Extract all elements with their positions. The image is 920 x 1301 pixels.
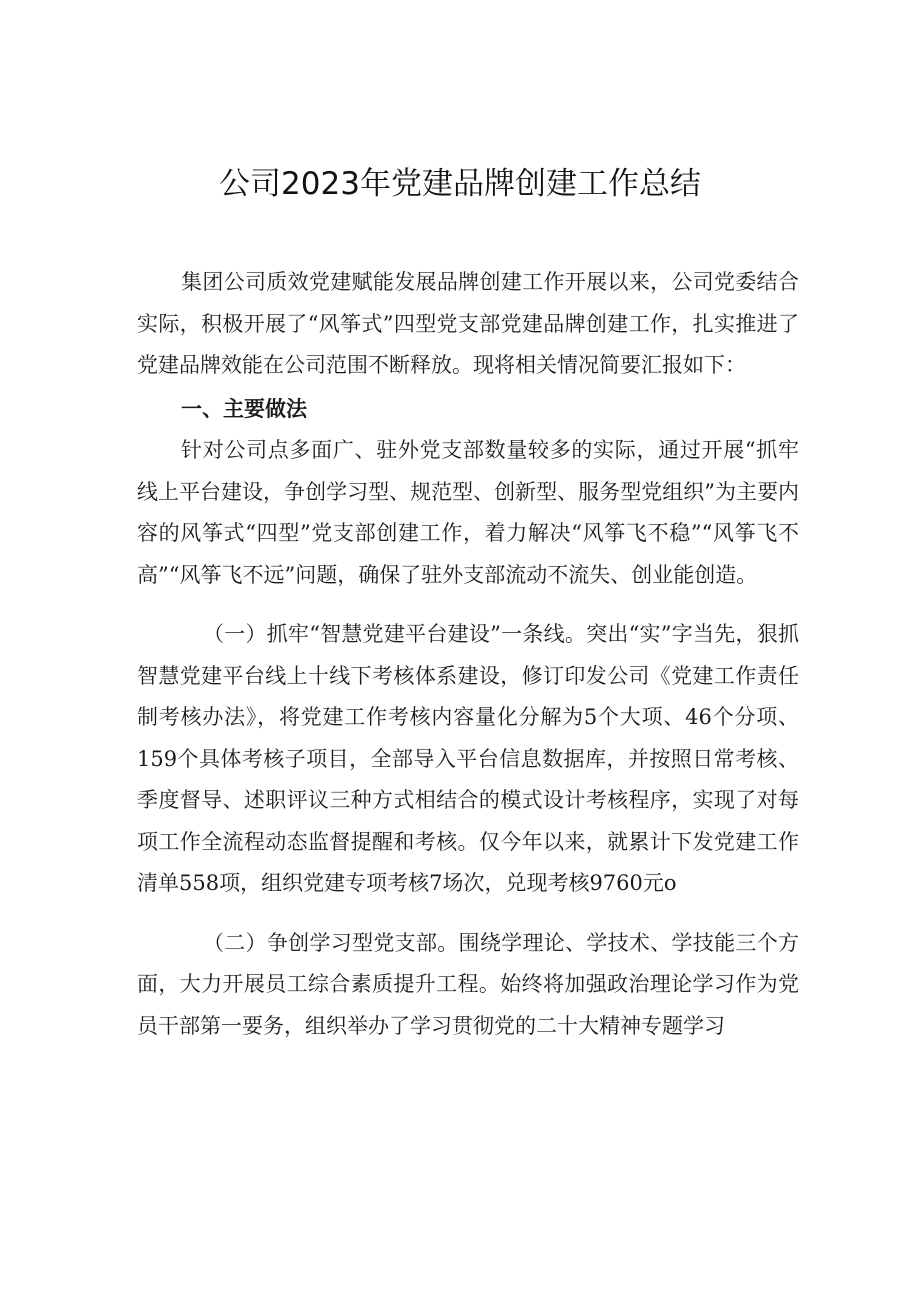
item1-paragraph: （一）抓牢“智慧党建平台建设”一条线。突出“实”字当先，狠抓智慧党建平台线上十线下考核体系建设，修订印发公司《党建工作责任制考核办法》，将党建工作考核内容量化分解为5个大项、46个分项、159个具体考核子项目，全部导入平台信息数据库，并按照日常考核、季度督导、述职评议三种方式相结合的模式设计考核程序，实现了对每项工作全流程动态监督提醒和考核。仅今年以来，就累计下发党建工作清单558项，组织党建专项考核7场次，兑现考核9760元o xyxy=(137,622,799,895)
section-heading-main-practices: 一、主要做法 xyxy=(181,396,307,421)
document-title: 公司2023年党建品牌创建工作总结 xyxy=(219,166,701,202)
section1-paragraph: 针对公司点多面广、驻外党支部数量较多的实际，通过开展“抓牢线上平台建设，争创学习型、规范型、创新型、服务型党组织”为主要内容的风筝式“四型”党支部创建工作，着力解决“风筝飞不稳”“风筝飞不高”“风筝飞不远”问题，确保了驻外支部流动不流失、创业能创造。 xyxy=(137,438,799,587)
paragraph-gap xyxy=(137,905,799,923)
intro-paragraph: 集团公司质效党建赋能发展品牌创建工作开展以来，公司党委结合实际，积极开展了“风筝式”四型党支部党建品牌创建工作，扎实推进了党建品牌效能在公司范围不断释放。现将相关情况简要汇报如下： xyxy=(137,270,799,377)
document-body xyxy=(137,262,799,1047)
paragraph-gap xyxy=(137,596,799,614)
item2-paragraph: （二）争创学习型党支部。围绕学理论、学技术、学技能三个方面，大力开展员工综合素质提升工程。始终将加强政治理论学习作为党员干部第一要务，组织举办了学习贯彻党的二十大精神专题学习 xyxy=(137,930,799,1038)
